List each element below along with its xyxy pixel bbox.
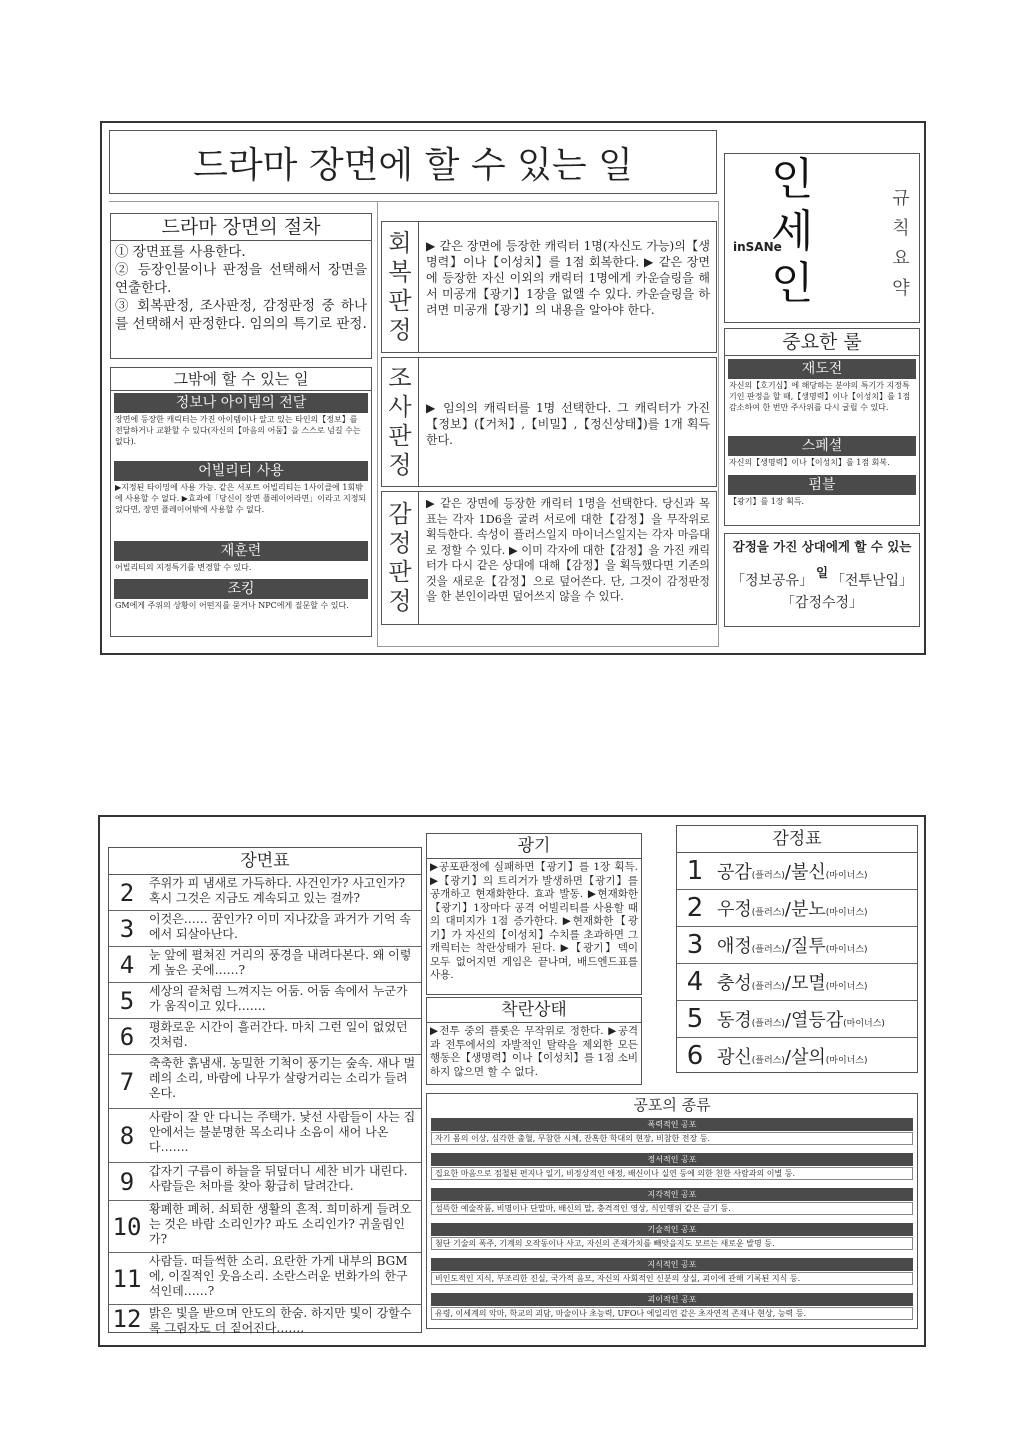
scene-text: 갑자기 구름이 하늘을 뒤덮더니 세찬 비가 내린다. 사람들은 처마를 찾아 황급히 달려간다.: [149, 1164, 408, 1193]
table-row: 4 충성(플러스)/모멸(마이너스): [677, 964, 917, 1001]
rules-box: [724, 328, 920, 526]
confusion-heading: 착란상태: [427, 998, 641, 1023]
others-box: [110, 367, 372, 637]
investigation-check-text: ▶ 임의의 캐릭터를 1명 선택한다. 그 캐릭터가 가진【정보】(【거처】,【비밀】,【정신상태】)를 1개 획득한다.: [426, 401, 710, 447]
emotion-positive: 우정: [717, 899, 752, 920]
scene-text: 밝은 빛을 받으며 안도의 한숨. 하지만 빛이 강할수록 그림자도 더 짙어진다…….: [149, 1306, 412, 1335]
rule-title: 스페셜: [728, 436, 916, 456]
recovery-check-label: 회 복 판 정: [382, 222, 419, 352]
page1-frame: [100, 121, 926, 655]
other-item-title: 조킹: [114, 579, 368, 599]
emotion-negative: 분노: [790, 899, 826, 920]
emotion-actions-box: [724, 533, 920, 627]
fear-type-title: 지식적인 공포: [431, 1258, 913, 1271]
table-row: [109, 1163, 421, 1201]
scene-text: 사람이 잘 안 다니는 주택가. 낯선 사람들이 사는 집 안에서는 불분명한 목소리나 소음이 새어 나온다…….: [149, 1110, 416, 1154]
scene-number: 4: [119, 950, 135, 979]
emotion-negative: 질투: [790, 936, 826, 957]
table-row: [109, 911, 421, 947]
logo-text: 인세인: [771, 154, 814, 309]
table-row: [109, 1201, 421, 1253]
rule-text: 자신의【호기심】에 해당하는 분야의 특기가 지정특기인 판정을 할 때,【생명력】이나【이성치】를 1점 감소하여 한 번만 주사위를 다시 굴릴 수 있다.: [729, 381, 911, 412]
fear-types: [426, 1093, 918, 1329]
rule-title: 펌블: [728, 475, 916, 495]
emotion-number: 1: [686, 856, 704, 886]
emotion-positive: 공감: [717, 862, 752, 883]
madness-box: [426, 833, 642, 995]
table-row: [109, 1055, 421, 1109]
emotion-check-text: ▶ 같은 장면에 등장한 캐릭터 1명을 선택한다. 당신과 목표는 각자 1D6을 굴려 서로에 대한【감정】을 무작위로 획득한다. 속성이 플러스일지 마이너스일지는 각자 마음대로 정할 수 있다. ▶ 이미 각자에 대한【감정】을 가진 캐릭터가 다시 같은 상대에 대해【감정】을 획득했다면 기존의 것을 새로운【감정】으로 덮어쓴다. 단, 그것이 감정판정을 한 본인이라면 덮어쓰지 않을 수 있다.: [426, 497, 710, 603]
other-item-title: 어빌리티 사용: [114, 461, 368, 481]
emotion-number: 2: [686, 893, 704, 923]
fear-type-text: 섬뜩한 예술작품, 비명이나 단말마, 배신의 말, 충격적인 영상, 식인행위 같은 금기 등.: [431, 1202, 913, 1215]
other-item-text: GM에게 주위의 상황이 어떤지를 묻거나 NPC에게 질문할 수 있다.: [115, 601, 349, 610]
table-row: [109, 1019, 421, 1055]
scene-text: 이것은…… 꿈인가? 이미 지나갔을 과거가 기억 속에서 되살아난다.: [149, 912, 411, 941]
table-row: [109, 983, 421, 1019]
emotion-table-heading: 감정표: [677, 826, 917, 853]
table-row: [109, 875, 421, 911]
other-item-text: 어빌리티의 지정특기를 변경할 수 있다.: [115, 563, 252, 572]
procedure-step-3: ③ 회복판정, 조사판정, 감정판정 중 하나를 선택해서 판정한다. 임의의 특기로 판정.: [115, 298, 367, 332]
madness-heading: 광기: [427, 834, 641, 859]
emotion-number: 3: [686, 930, 704, 960]
scene-number: 8: [119, 1121, 135, 1150]
table-row: [109, 1253, 421, 1305]
procedure-heading: 드라마 장면의 절차: [111, 214, 371, 241]
table-row: 1 공감(플러스)/불신(마이너스): [677, 853, 917, 890]
emotion-action: 「감정수정」: [780, 595, 864, 611]
scene-text: 주위가 피 냄새로 가득하다. 사건인가? 사고인가? 혹시 그것은 지금도 계속되고 있는 걸까?: [149, 876, 406, 905]
fear-type-title: 폭력적인 공포: [431, 1118, 913, 1131]
logo: [731, 154, 881, 322]
investigation-check-label: 조 사 판 정: [382, 358, 419, 486]
fear-type-text: 자기 몸의 이상, 심각한 출혈, 무참한 시체, 잔혹한 학대의 현장, 비참한 전장 등.: [431, 1132, 913, 1145]
logo-box: [724, 153, 920, 323]
page1-title-box: [109, 130, 717, 194]
scene-number: 5: [119, 986, 135, 1015]
madness-text: ▶공포판정에 실패하면【광기】를 1장 획득. ▶【광기】의 트리거가 발생하면【광기】를 공개하고 현재화한다. 효과 발동. ▶현재화한【광기】1장마다 공격 어빌리티를 사용할 때의 대미지가 1점 증가한다. ▶현재화한【광기】가 자신의【이성치】수치를 초과하면 그 캐릭터는 착란상태가 된다. ▶【광기】덱이 모두 없어지면 게임은 끝나며, 배드엔드표를 사용.: [430, 861, 638, 981]
scene-number: 7: [119, 1067, 135, 1096]
scene-number: 11: [112, 1264, 142, 1293]
other-item-title: 재훈련: [114, 541, 368, 561]
scene-text: 평화로운 시간이 흘러간다. 마치 그런 일이 없었던 것처럼.: [149, 1020, 408, 1049]
logo-subtitle: inSANe: [733, 240, 782, 254]
emotion-table: [676, 825, 918, 1073]
emotion-check-label: 감 정 판 정: [382, 492, 419, 624]
investigation-check: [381, 357, 717, 487]
emotion-negative: 불신: [790, 862, 826, 883]
procedure-step-1: ① 장면표를 사용한다.: [115, 244, 246, 260]
scene-text: 황폐한 폐허. 쇠퇴한 생활의 흔적. 희미하게 들려오는 것은 바람 소리인가? 파도 소리인가? 귀울림인가?: [149, 1202, 412, 1246]
fear-type-text: 첨단 기술의 폭주, 기계의 오작동이나 사고, 자신의 존재가치를 빼앗을지도 모르는 새로운 발명 등.: [431, 1237, 913, 1250]
emotion-positive: 광신: [717, 1047, 752, 1068]
rules-heading: 중요한 룰: [725, 329, 919, 356]
page2-frame: [98, 815, 926, 1347]
scene-text: 눈 앞에 펼쳐진 거리의 풍경을 내려다본다. 왜 이렇게 높은 곳에……?: [149, 948, 412, 977]
other-item-text: 장면에 등장한 캐릭터는 가진 아이템이나 알고 있는 타인의【정보】를 전달하거나 교환할 수 있다(자신의【마음의 어둠】을 스스로 넘길 수는 없다).: [115, 415, 361, 446]
scene-text: 세상의 끝처럼 느껴지는 어둠. 어둠 속에서 누군가가 움직이고 있다…….: [149, 984, 408, 1013]
emotion-positive: 충성: [717, 973, 752, 994]
emotion-positive: 동경: [717, 1010, 752, 1031]
scene-text: 축축한 흙냄새. 농밀한 기척이 풍기는 숲속. 새나 벌레의 소리, 바람에 나무가 살랑거리는 소리가 들려온다.: [149, 1056, 416, 1100]
rule-text: 【광기】를 1장 획득.: [729, 497, 805, 506]
scene-number: 3: [119, 914, 135, 943]
emotion-negative: 열등감: [790, 1010, 844, 1031]
emotion-number: 4: [686, 967, 704, 997]
confusion-text: ▶전투 중의 플롯은 무작위로 정한다. ▶공격과 전투에서의 자발적인 탈락을 제외한 모든 행동은【생명력】이나【이성치】를 1점 소비하지 않으면 할 수 없다.: [430, 1025, 638, 1078]
other-item-title: 정보나 아이템의 전달: [114, 393, 368, 413]
procedure-box: [110, 213, 372, 359]
table-row: 6 광신(플러스)/살의(마이너스): [677, 1038, 917, 1074]
table-row: [109, 1305, 421, 1333]
scene-number: 2: [119, 878, 135, 907]
emotion-negative: 살의: [790, 1047, 826, 1068]
fear-type-text: 비인도적인 지식, 부조리한 진실, 국가적 음모, 자신의 사회적인 신분의 상실, 괴이에 관해 기록된 지식 등.: [431, 1272, 913, 1285]
emotion-positive: 애정: [717, 936, 752, 957]
emotion-number: 6: [686, 1041, 704, 1071]
fear-type-title: 괴이적인 공포: [431, 1293, 913, 1306]
emotion-action: 「정보공유」: [730, 573, 814, 589]
emotion-actions-heading: 감정을 가진 상대에게 할 수 있는 일: [732, 539, 912, 580]
scene-number: 6: [119, 1022, 135, 1051]
fear-type-text: 유령, 이세계의 악마, 학교의 괴담, 마술이나 초능력, UFO나 에일리언 같은 초자연적 존재나 현상, 능력 등.: [431, 1307, 913, 1320]
fear-type-text: 집요한 마음으로 점철된 편지나 일기, 비정상적인 애정, 배신이나 실연 등에 의한 친한 사람과의 이별 등.: [431, 1167, 913, 1180]
scene-number: 9: [119, 1167, 135, 1196]
scene-number: 12: [112, 1305, 142, 1333]
table-row: 3 애정(플러스)/질투(마이너스): [677, 927, 917, 964]
other-item-text: ▶지정된 타이밍에 사용 가능. 같은 서포트 어빌리티는 1사이클에 1회밖에 사용할 수 없다. ▶효과에「당신이 장면 플레이어라면」이라고 지정되었다면, 장면 플레이어밖에 사용할 수 없다.: [115, 483, 367, 514]
page1-title: 드라마 장면에 할 수 있는 일: [193, 144, 633, 186]
scene-table-heading: 장면표: [109, 848, 421, 875]
recovery-check-text: ▶ 같은 장면에 등장한 캐릭터 1명(자신도 가능)의【생명력】이나【이성치】를 1점 회복한다. ▶ 같은 장면에 등장한 자신 이외의 캐릭터 1명에게 카운슬링을 해서 미공개【광기】1장을 없앨 수 있다. 카운슬링을 하려면 미공개【광기】의 내용을 알아야 한다.: [426, 239, 710, 317]
recovery-check: [381, 221, 717, 353]
rule-title: 재도전: [728, 359, 916, 379]
emotion-check: [381, 491, 717, 625]
fear-type-title: 지각적인 공포: [431, 1188, 913, 1201]
procedure-step-2: ② 등장인물이나 판정을 선택해서 장면을 연출한다.: [115, 262, 367, 296]
fear-types-heading: 공포의 종류: [633, 1096, 711, 1114]
table-row: 5 동경(플러스)/열등감(마이너스): [677, 1001, 917, 1038]
others-heading: 그밖에 할 수 있는 일: [111, 368, 371, 391]
rule-text: 자신의【생명력】이나【이성치】를 1점 회복.: [729, 458, 890, 467]
emotion-negative: 모멸: [790, 973, 826, 994]
scene-number: 10: [112, 1212, 142, 1241]
fear-type-title: 정서적인 공포: [431, 1153, 913, 1166]
scene-table: [108, 847, 422, 1333]
table-row: [109, 947, 421, 983]
logo-side-label: 규칙 요약: [892, 188, 910, 299]
emotion-action: 「전투난입」: [830, 573, 914, 589]
table-row: 2 우정(플러스)/분노(마이너스): [677, 890, 917, 927]
scene-text: 사람들. 떠들썩한 소리. 요란한 가게 내부의 BGM에, 이질적인 웃음소리. 소란스러운 번화가의 한구석인데……?: [149, 1254, 408, 1298]
confusion-box: [426, 997, 642, 1085]
emotion-number: 5: [686, 1004, 704, 1034]
table-row: [109, 1109, 421, 1163]
fear-type-title: 기술적인 공포: [431, 1223, 913, 1236]
